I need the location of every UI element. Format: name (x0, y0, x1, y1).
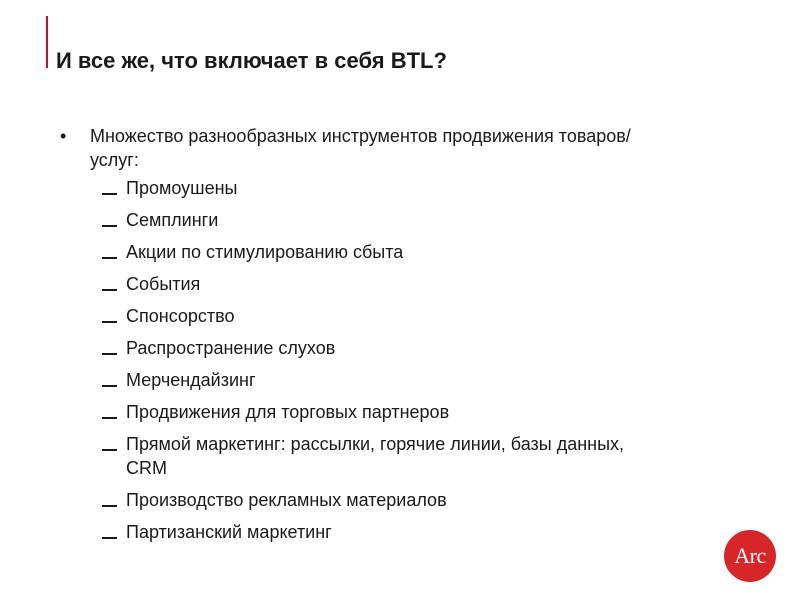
list-item (58, 432, 698, 480)
arc-logo: Arc (724, 530, 776, 582)
list-item-text: Промоушены (126, 178, 238, 198)
title-accent-line (46, 16, 48, 68)
slide-title: И все же, что включает в себя BTL? (56, 48, 447, 73)
dash-marker (102, 321, 117, 323)
list-item (58, 400, 698, 424)
list-item-text: Спонсорство (126, 306, 235, 326)
sub-bullet-list (58, 176, 698, 544)
list-item (58, 368, 698, 392)
list-item-text: Прямой маркетинг: рассылки, горячие линии, базы данных, CRM (126, 434, 625, 478)
list-item-text: Акции по стимулированию сбыта (126, 242, 404, 262)
bullet-marker: • (60, 126, 67, 146)
dash-marker (102, 257, 117, 259)
list-item-text: Распространение слухов (126, 338, 336, 358)
list-item-text: Производство рекламных материалов (126, 490, 447, 510)
list-item (58, 520, 698, 544)
dash-marker (102, 225, 117, 227)
list-item-text: События (126, 274, 201, 294)
dash-marker (102, 417, 117, 419)
list-item (58, 488, 698, 512)
list-item (58, 208, 698, 232)
dash-marker (102, 289, 117, 291)
list-item-text: Партизанский маркетинг (126, 522, 332, 542)
main-bullet (58, 124, 698, 172)
main-bullet-text: Множество разнообразных инструментов продвижения товаров/услуг: (90, 126, 631, 170)
dash-marker (102, 385, 117, 387)
dash-marker (102, 537, 117, 539)
list-item-text: Продвижения для торговых партнеров (126, 402, 450, 422)
dash-marker (102, 193, 117, 195)
list-item (58, 272, 698, 296)
dash-marker (102, 505, 117, 507)
slide-content (58, 124, 698, 552)
list-item (58, 304, 698, 328)
dash-marker (102, 449, 117, 451)
list-item (58, 176, 698, 200)
list-item (58, 240, 698, 264)
list-item-text: Семплинги (126, 210, 219, 230)
list-item-text: Мерчендайзинг (126, 370, 256, 390)
dash-marker (102, 353, 117, 355)
list-item (58, 336, 698, 360)
